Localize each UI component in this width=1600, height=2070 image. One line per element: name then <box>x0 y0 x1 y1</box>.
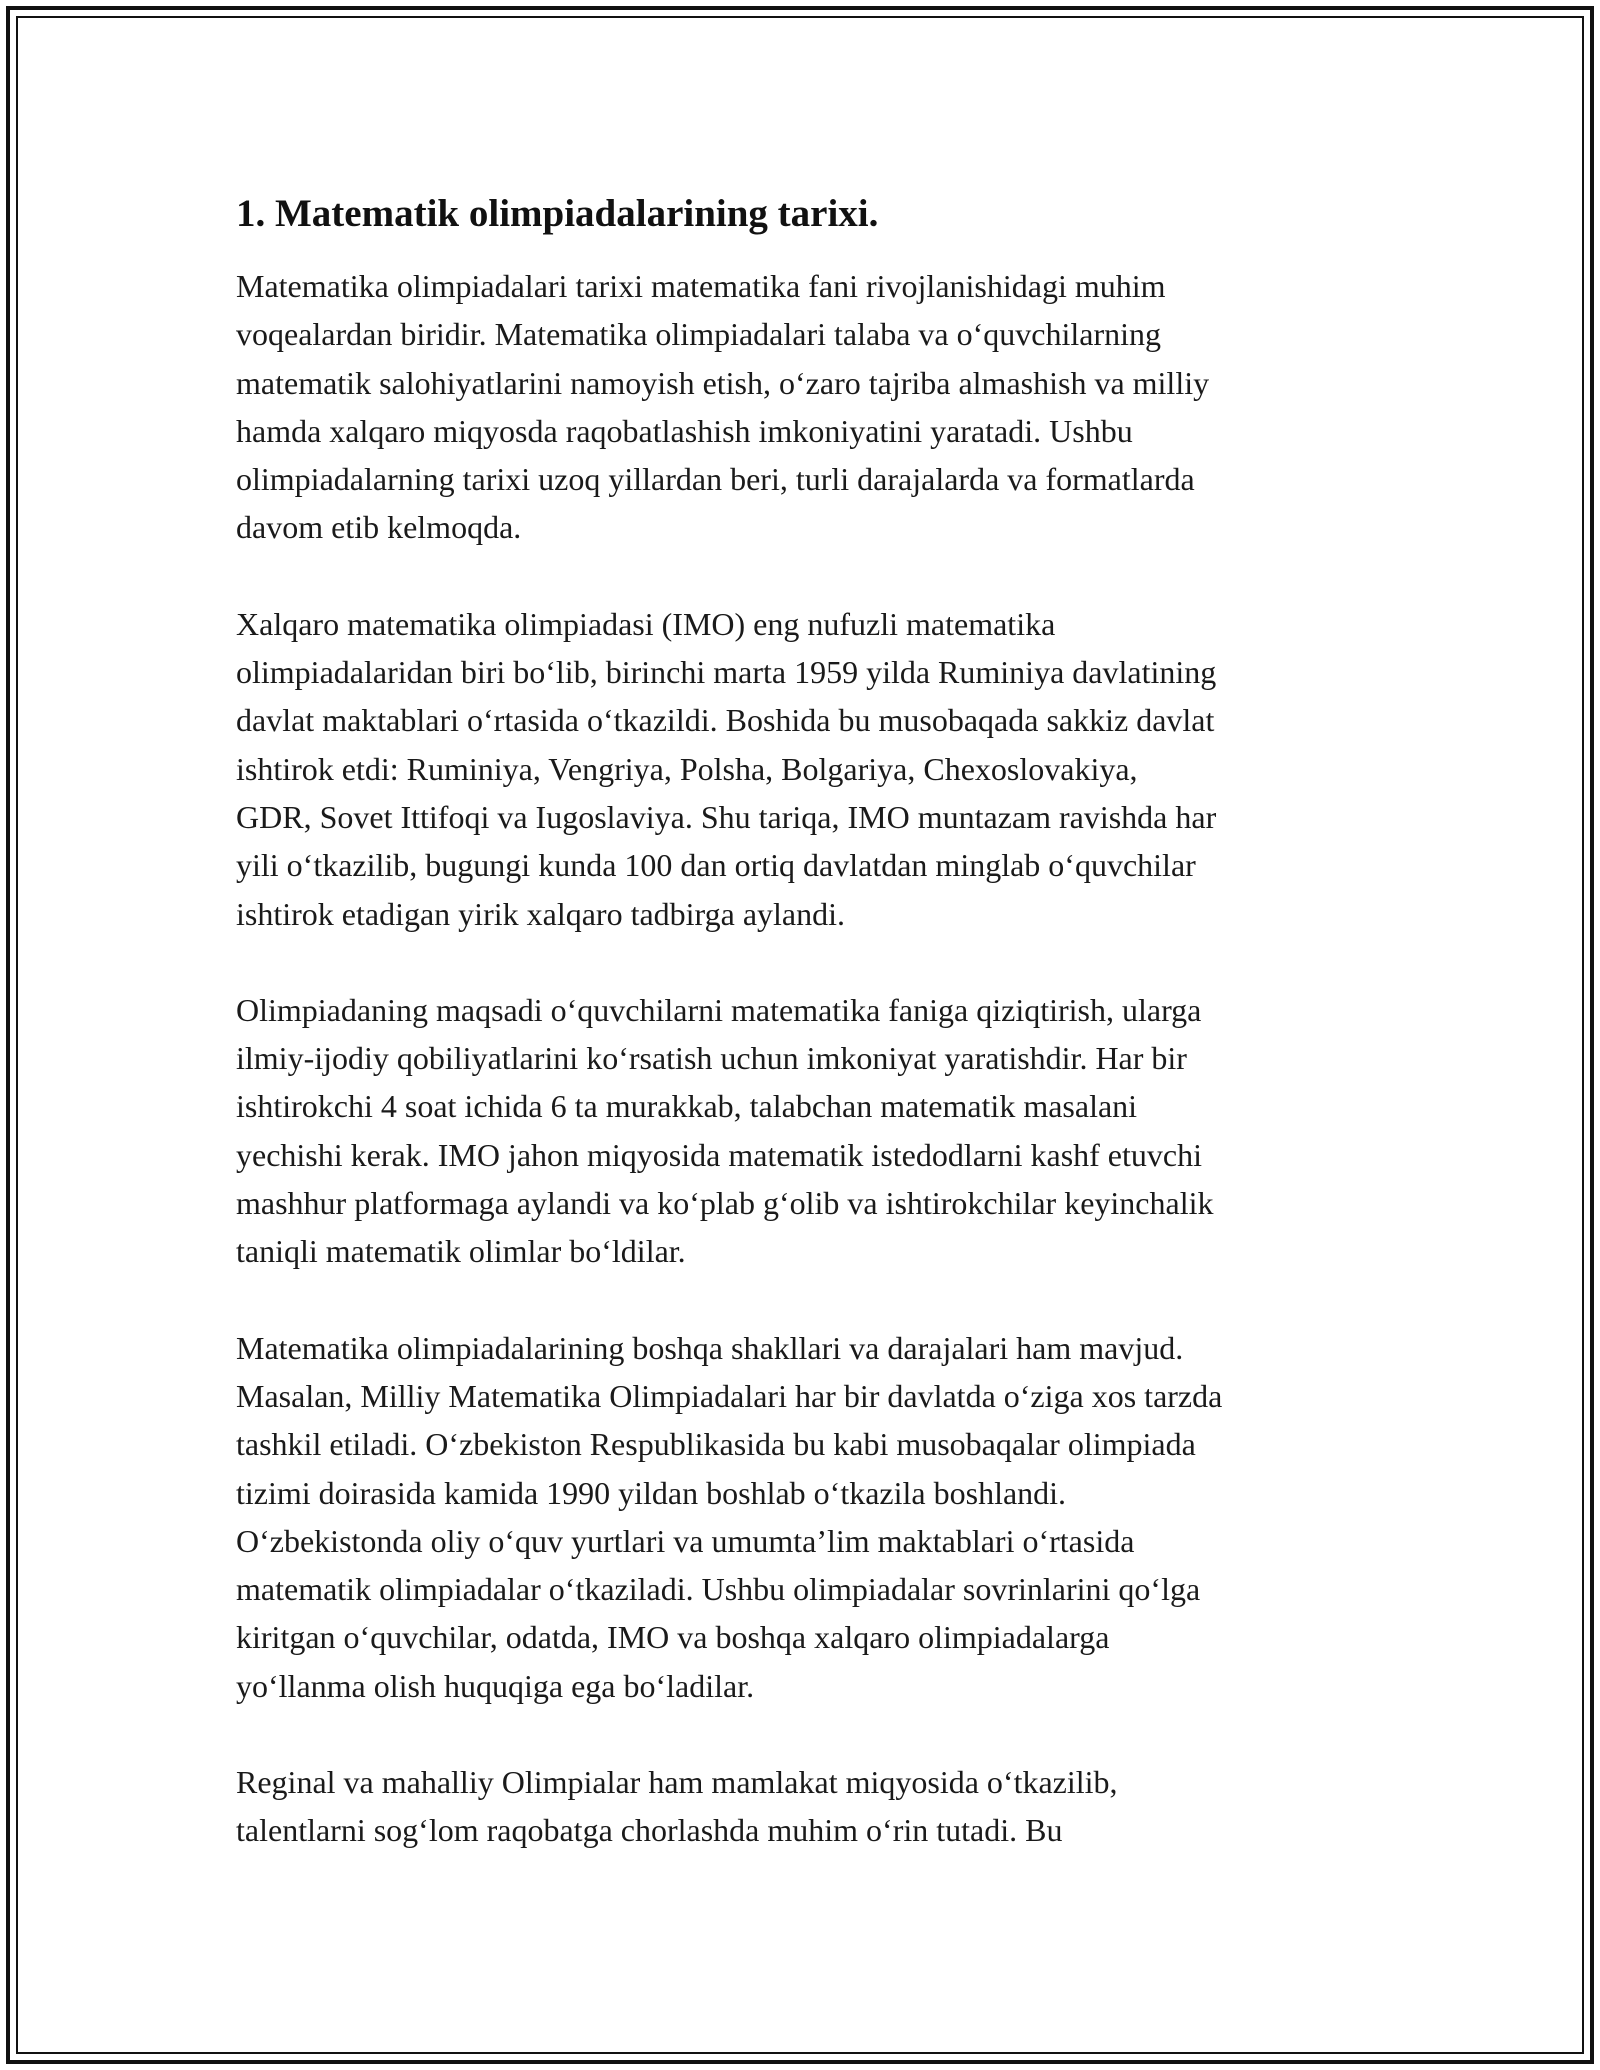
paragraph-line: ishtirok etdi: Ruminiya, Vengriya, Polsha, Bolgariya, Chexoslovakiya, <box>236 750 1138 787</box>
paragraph-line: Matematika olimpiadalari tarixi matematika fani rivojlanishidagi muhim <box>236 268 1166 304</box>
paragraph-line: kiritgan o‘quvchilar, odatda, IMO va boshqa xalqaro olimpiadalarga <box>236 1619 1110 1656</box>
paragraph-line: Reginal va mahalliy Olimpialar ham mamlakat miqyosida o‘tkazilib, <box>236 1764 1118 1801</box>
paragraph-line: tizimi doirasida kamida 1990 yildan boshlab o‘tkazila boshlandi. <box>236 1474 1067 1511</box>
paragraph-line: yili o‘tkazilib, bugungi kunda 100 dan ortiq davlatdan minglab o‘quvchilar <box>236 847 1196 884</box>
paragraph-line: hamda xalqaro miqyosda raqobatlashish imkoniyatini yaratadi. Ushbu <box>236 412 1133 449</box>
paragraph-line: mashhur platformaga aylandi va ko‘plab g‘olib va ishtirokchilar keyinchalik <box>236 1185 1214 1222</box>
paragraph-1 <box>236 262 1376 552</box>
paragraph-line: ishtirokchi 4 soat ichida 6 ta murakkab, talabchan matematik masalani <box>236 1088 1138 1125</box>
paragraph-line: ishtirok etadigan yirik xalqaro tadbirga aylandi. <box>236 895 846 932</box>
paragraph-line: O‘zbekistonda oliy o‘quv yurtlari va umumta’lim maktablari o‘rtasida <box>236 1522 1135 1559</box>
paragraph-line: davom etib kelmoqda. <box>236 509 522 546</box>
paragraph-4 <box>236 1324 1376 1710</box>
paragraph-line: yechishi kerak. IMO jahon miqyosida matematik istedodlarni kashf etuvchi <box>236 1136 1202 1173</box>
paragraph-line: davlat maktablari o‘rtasida o‘tkazildi. Boshida bu musobaqada sakkiz davlat <box>236 702 1215 739</box>
paragraph-line: ilmiy-ijodiy qobiliyatlarini ko‘rsatish uchun imkoniyat yaratishdir. Har bir <box>236 1040 1187 1077</box>
paragraph-line: matematik salohiyatlarini namoyish etish, o‘zaro tajriba almashish va milliy <box>236 364 1210 401</box>
paragraph-5 <box>236 1758 1376 1855</box>
paragraph-line: olimpiadalaridan biri bo‘lib, birinchi marta 1959 yilda Ruminiya davlatining <box>236 654 1217 691</box>
paragraph-line: tashkil etiladi. O‘zbekiston Respublikasida bu kabi musobaqalar olimpiada <box>236 1426 1196 1463</box>
paragraph-line: Matematika olimpiadalarining boshqa shakllari va darajalari ham mavjud. <box>236 1329 1184 1366</box>
paragraph-line: Xalqaro matematika olimpiadasi (IMO) eng nufuzli matematika <box>236 605 1056 642</box>
paragraph-line: voqealardan biridir. Matematika olimpiadalari talaba va o‘quvchilarning <box>236 316 1161 353</box>
paragraph-line: Masalan, Milliy Matematika Olimpiadalari har bir davlatda o‘ziga xos tarzda <box>236 1377 1223 1414</box>
paragraph-line: taniqli matematik olimlar bo‘ldilar. <box>236 1233 686 1270</box>
paragraph-line: GDR, Sovet Ittifoqi va Iugoslaviya. Shu tariqa, IMO muntazam ravishda har <box>236 798 1217 835</box>
section-heading: 1. Matematik olimpiadalarining tarixi. <box>236 192 879 235</box>
paragraph-line: olimpiadalarning tarixi uzoq yillardan beri, turli darajalarda va formatlarda <box>236 461 1195 498</box>
paragraph-line: talentlarni sog‘lom raqobatga chorlashda muhim o‘rin tutadi. Bu <box>236 1812 1063 1849</box>
paragraph-line: yo‘llanma olish huquqiga ega bo‘ladilar. <box>236 1667 755 1704</box>
paragraph-2 <box>236 600 1376 938</box>
paragraph-line: Olimpiadaning maqsadi o‘quvchilarni matematika faniga qiziqtirish, ularga <box>236 991 1202 1028</box>
document-body <box>236 188 1376 1903</box>
paragraph-3 <box>236 986 1376 1276</box>
paragraph-line: matematik olimpiadalar o‘tkaziladi. Ushbu olimpiadalar sovrinlarini qo‘lga <box>236 1571 1201 1608</box>
